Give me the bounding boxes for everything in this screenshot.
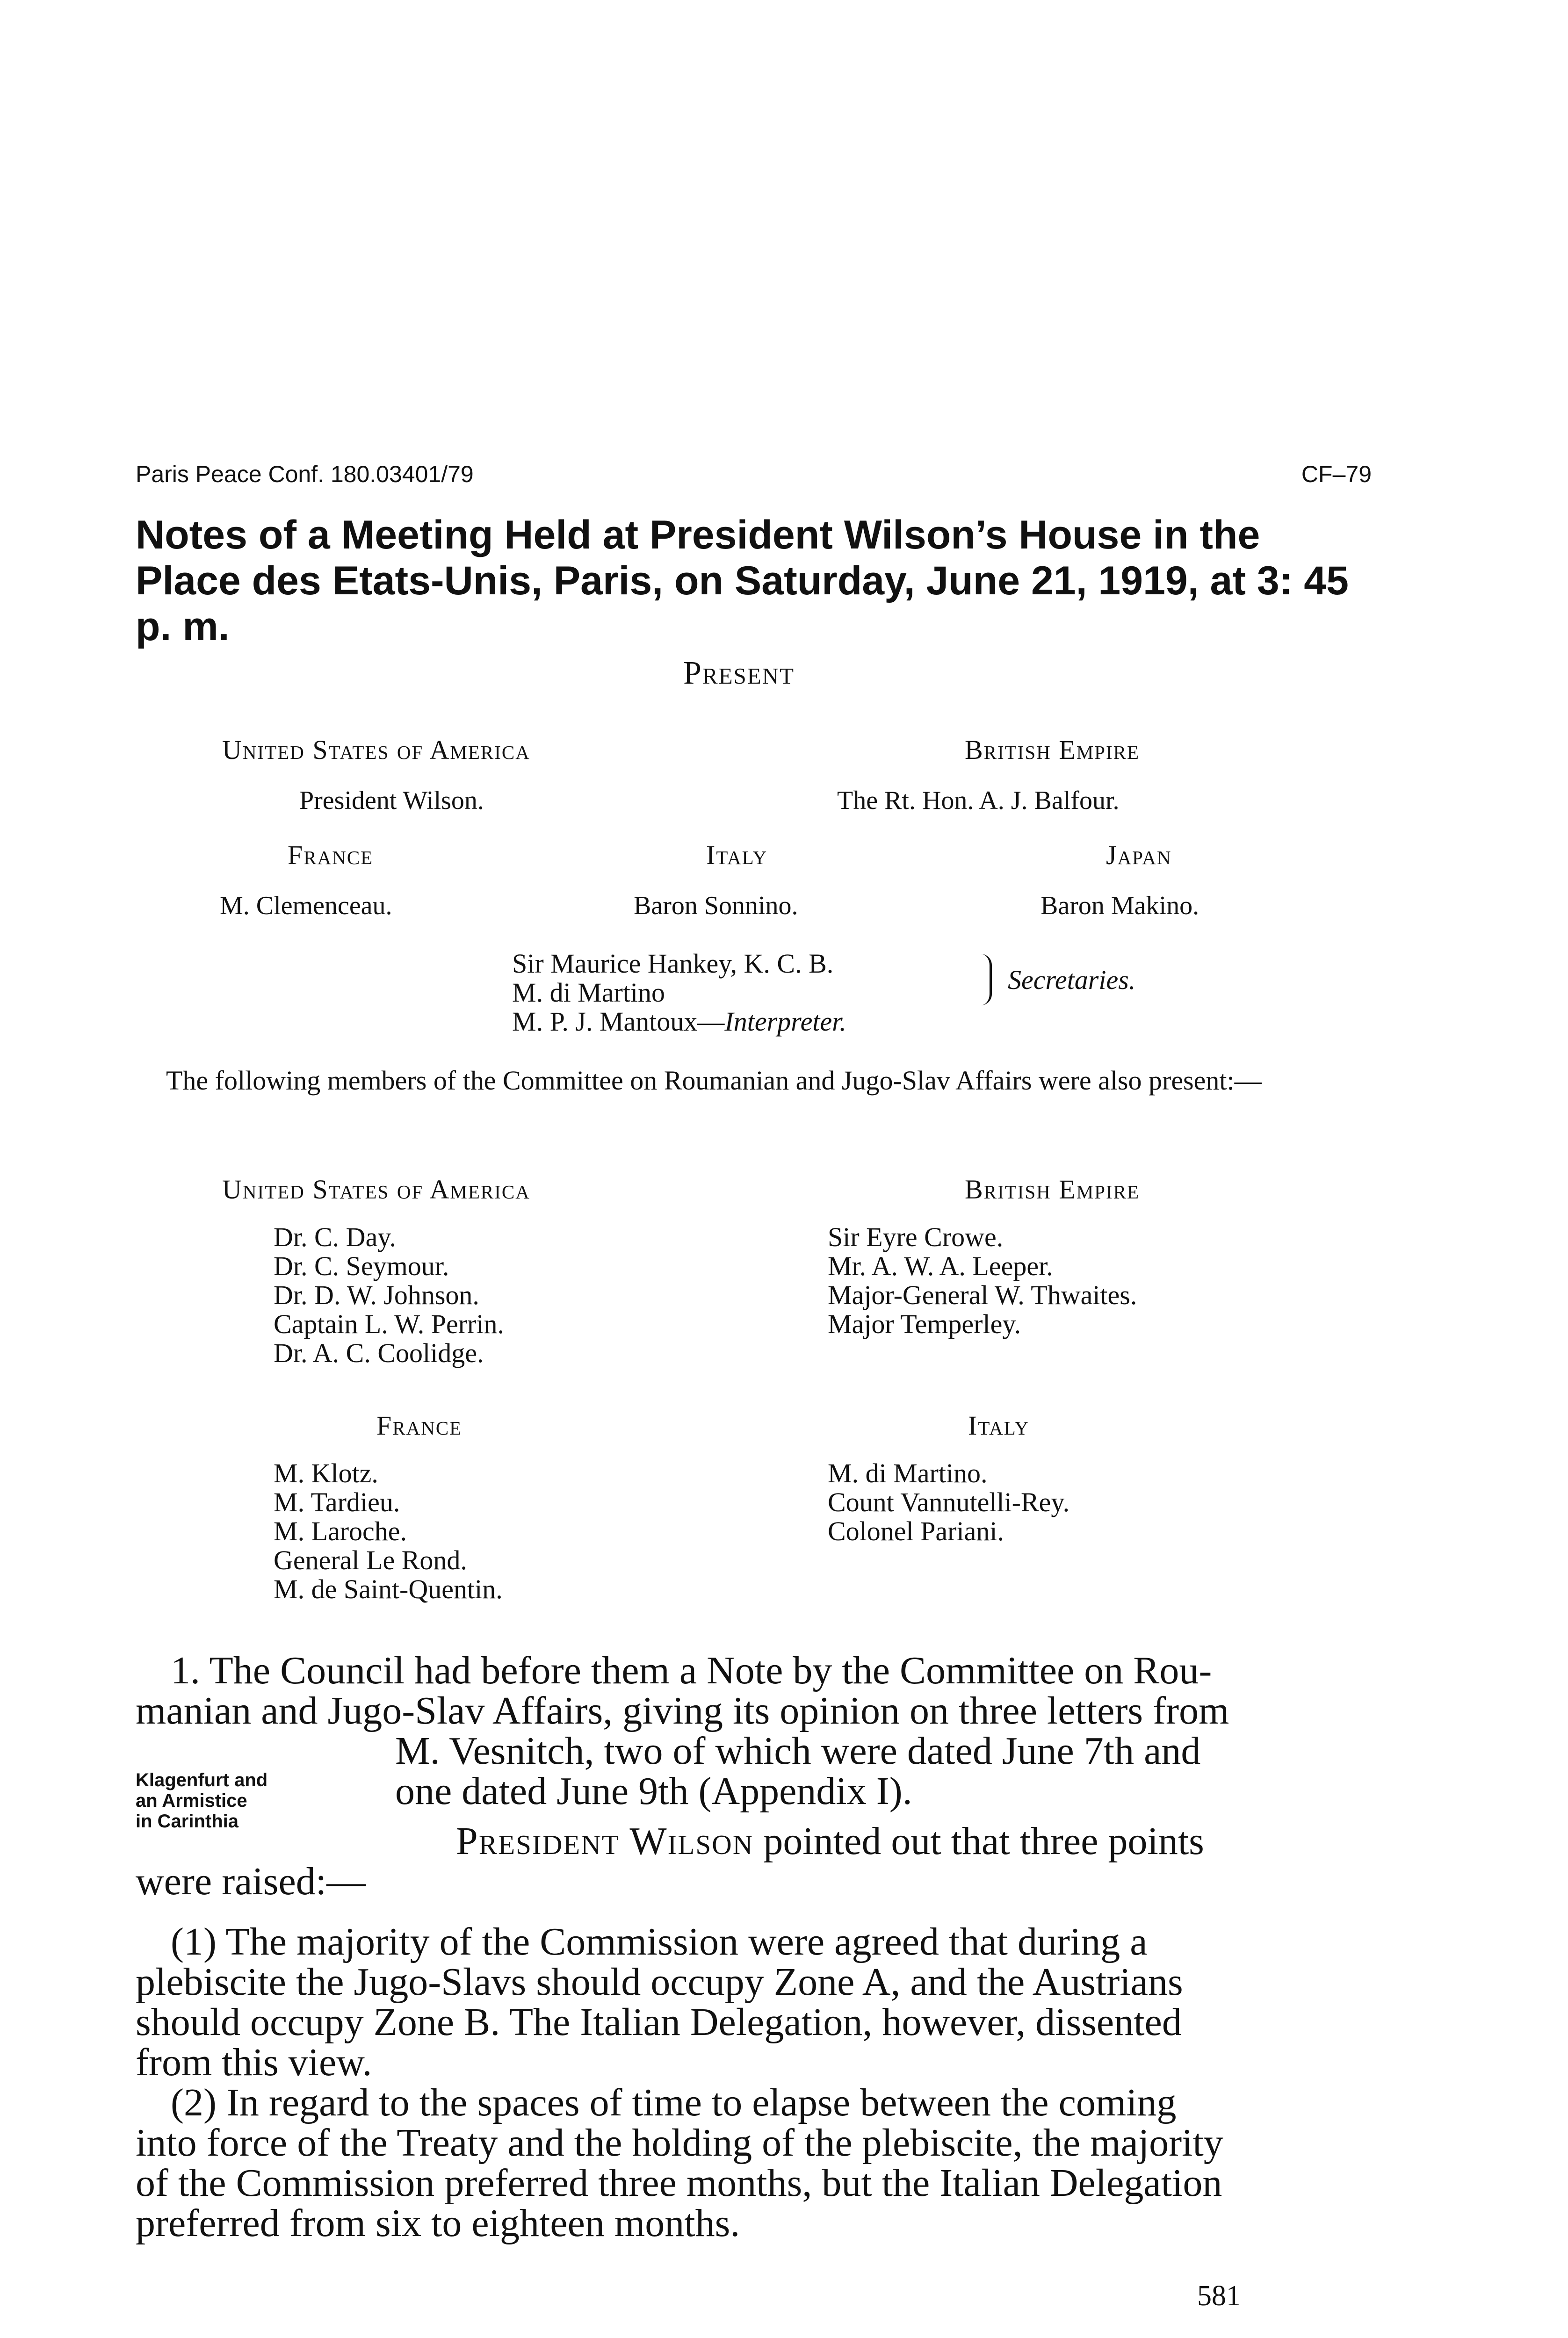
- committee-member: M. Klotz.: [274, 1458, 378, 1488]
- committee-member: Sir Eyre Crowe.: [828, 1222, 1004, 1252]
- point2-line: preferred from six to eighteen months.: [136, 2201, 740, 2245]
- interpreter-line: [512, 1007, 846, 1036]
- committee-member: Dr. A. C. Coolidge.: [274, 1338, 484, 1368]
- para2-text: pointed out that three points: [753, 1819, 1204, 1863]
- speaker-name: President Wilson: [456, 1819, 754, 1863]
- para1-line: 1. The Council had before them a Note by the Committee on Rou-: [171, 1649, 1212, 1692]
- point1-line: (1) The majority of the Commission were agreed that during a: [171, 1920, 1148, 1963]
- present-heading: Present: [683, 655, 795, 691]
- present-france-member: M. Clemenceau.: [220, 891, 392, 920]
- present-usa-member: President Wilson.: [299, 786, 484, 815]
- side-note-line: in Carinthia: [136, 1811, 239, 1832]
- point2-line: of the Commission preferred three months, but the Italian Delegation: [136, 2161, 1222, 2205]
- committee-usa-heading: United States of America: [222, 1174, 530, 1205]
- side-note: [136, 1770, 267, 1832]
- present-britain-heading: British Empire: [964, 735, 1140, 765]
- committee-france-heading: France: [376, 1410, 462, 1441]
- committee-italy-list: [828, 1459, 1069, 1546]
- para1-line: manian and Jugo-Slav Affairs, giving its opinion on three letters from: [136, 1689, 1229, 1732]
- committee-britain-list: [828, 1223, 1137, 1339]
- committee-member: Colonel Pariani.: [828, 1516, 1004, 1546]
- interpreter-name: M. P. J. Mantoux—: [512, 1006, 725, 1037]
- committee-member: M. Laroche.: [274, 1516, 407, 1546]
- para1-line: one dated June 9th (Appendix I).: [395, 1769, 912, 1813]
- committee-member: M. de Saint-Quentin.: [274, 1574, 503, 1604]
- para2-line: [456, 1821, 1204, 1862]
- point1-line: plebiscite the Jugo-Slavs should occupy Zone A, and the Austrians: [136, 1960, 1183, 2004]
- file-reference: Paris Peace Conf. 180.03401/79: [136, 461, 474, 487]
- present-japan-heading: Japan: [1106, 840, 1172, 870]
- committee-member: Mr. A. W. A. Leeper.: [828, 1251, 1053, 1281]
- committee-member: Dr. C. Day.: [274, 1222, 397, 1252]
- present-britain-member: The Rt. Hon. A. J. Balfour.: [837, 786, 1120, 815]
- committee-member: Major Temperley.: [828, 1309, 1021, 1339]
- page-title: Notes of a Meeting Held at President Wilson’s House in the Place des Etats-Unis, Paris, on Saturday, June 21, 1919, at 3: 45 p. m.: [136, 512, 1349, 649]
- point2-line: (2) In regard to the spaces of time to elapse between the coming: [171, 2081, 1177, 2124]
- secretary-name: M. di Martino: [512, 977, 665, 1008]
- document-code: CF–79: [1301, 461, 1372, 487]
- committee-member: Captain L. W. Perrin.: [274, 1309, 504, 1339]
- secretaries-label: Secretaries.: [1008, 965, 1136, 995]
- present-france-heading: France: [288, 840, 374, 870]
- interpreter-label: Interpreter.: [724, 1006, 846, 1037]
- committee-usa-list: [274, 1223, 504, 1368]
- page-number: 581: [1197, 2280, 1241, 2312]
- secretaries-brace: [977, 954, 992, 1005]
- present-usa-heading: United States of America: [222, 735, 530, 765]
- point2-line: into force of the Treaty and the holding of the plebiscite, the majority: [136, 2121, 1223, 2165]
- committee-member: M. di Martino.: [828, 1458, 988, 1488]
- para2-end: were raised:—: [136, 1860, 366, 1903]
- present-italy-member: Baron Sonnino.: [634, 891, 798, 920]
- committee-member: M. Tardieu.: [274, 1487, 400, 1517]
- point1-line: should occupy Zone B. The Italian Delegation, however, dissented: [136, 2000, 1182, 2044]
- committee-france-list: [274, 1459, 503, 1604]
- committee-member: General Le Rond.: [274, 1545, 467, 1575]
- present-italy-heading: Italy: [706, 840, 768, 870]
- committee-member: Major-General W. Thwaites.: [828, 1280, 1137, 1310]
- side-note-line: Klagenfurt and: [136, 1770, 268, 1790]
- committee-member: Dr. D. W. Johnson.: [274, 1280, 479, 1310]
- committee-intro: The following members of the Committee on Roumanian and Jugo-Slav Affairs were also present:—: [166, 1065, 1262, 1096]
- committee-britain-heading: British Empire: [964, 1174, 1140, 1205]
- para1-line: M. Vesnitch, two of which were dated June 7th and: [395, 1729, 1201, 1773]
- present-japan-member: Baron Makino.: [1041, 891, 1199, 920]
- side-note-line: an Armistice: [136, 1790, 247, 1811]
- point1-line: from this view.: [136, 2041, 372, 2084]
- committee-member: Dr. C. Seymour.: [274, 1251, 449, 1281]
- committee-italy-heading: Italy: [968, 1410, 1030, 1441]
- secretary-name: Sir Maurice Hankey, K. C. B.: [512, 948, 834, 979]
- committee-member: Count Vannutelli-Rey.: [828, 1487, 1070, 1517]
